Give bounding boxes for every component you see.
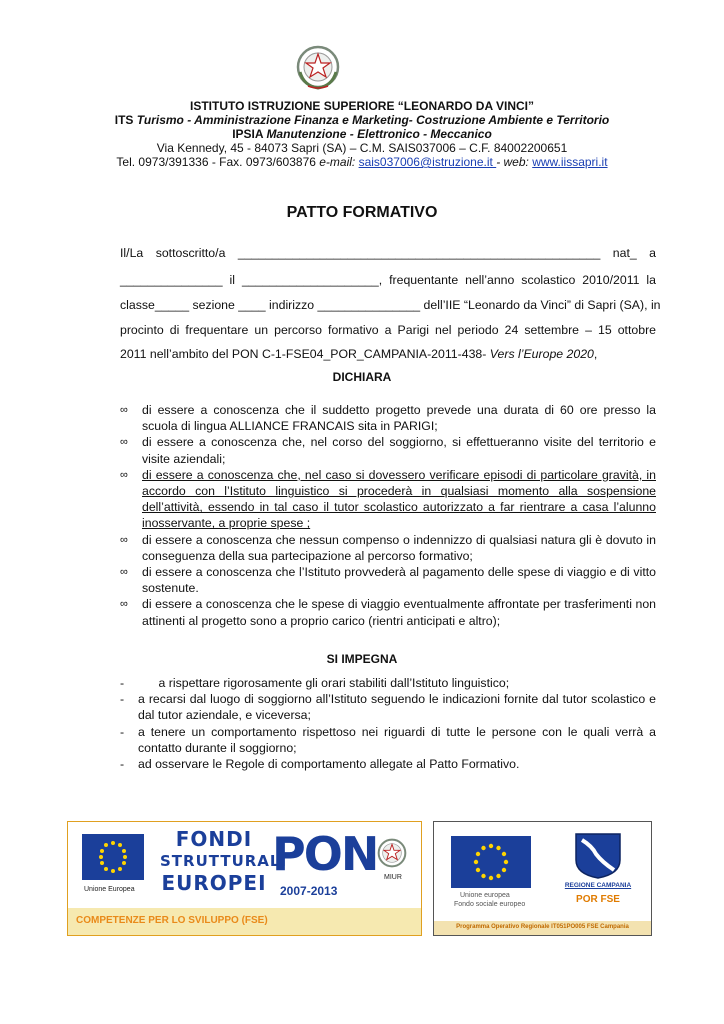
eu-flag-icon	[451, 836, 531, 888]
eu-label: Unione europea	[460, 892, 510, 899]
web-link[interactable]: www.iissapri.it	[532, 155, 608, 169]
document-title: PATTO FORMATIVO	[286, 204, 438, 221]
intro-line: classe_____ sezione ____ indirizzo _______________ dell’IIE “Leonardo da Vinci” di Sapri (SA), in	[120, 298, 661, 312]
its-line: ITS Turismo - Amministrazione Finanza e Marketing- Costruzione Ambiente e Territorio	[114, 113, 610, 127]
intro-line: 2011 nell’ambito del PON C-1-FSE04_POR_CAMPANIA-2011-438- Vers l’Europe 2020,	[120, 347, 598, 361]
email-link[interactable]: sais037006@istruzione.it	[358, 155, 497, 169]
infinity-bullet-icon: ∞	[120, 468, 128, 481]
dichiara-heading: DICHIARA	[332, 370, 392, 384]
list-item: ∞ di essere a conoscenza che l’Istituto provvederà al pagamento delle spese di viaggio e di vitto sostenute.	[120, 565, 656, 596]
dichiara-list	[120, 402, 656, 629]
intro-line: procinto di frequentare un percorso formativo a Parigi nel periodo 24 settembre – 15 ottobre	[120, 323, 656, 337]
dash-bullet: -	[120, 692, 125, 707]
pon-fse-logo	[67, 821, 422, 936]
eu-label: Unione Europea	[84, 886, 135, 893]
miur-label: MIUR	[384, 874, 402, 881]
eu-flag-icon	[82, 834, 144, 880]
dash-bullet: -	[120, 724, 125, 739]
por-fse-text: POR FSE	[576, 894, 620, 905]
pon-text: PON	[272, 827, 378, 881]
ipsia-line: IPSIA Manutenzione - Elettronico - Meccanico	[232, 127, 492, 141]
infinity-bullet-icon: ∞	[120, 598, 128, 611]
programme-banner: Programma Operativo Regionale IT051PO005 FSE Campania	[434, 921, 651, 935]
regione-campania-shield-icon	[572, 832, 624, 880]
infinity-bullet-icon: ∞	[120, 533, 128, 546]
address-line: Via Kennedy, 45 - 84073 Sapri (SA) – C.M. SAIS037006 – C.F. 84002200651	[156, 141, 568, 155]
school-name: ISTITUTO ISTRUZIONE SUPERIORE “LEONARDO DA VINCI”	[189, 99, 535, 113]
intro-line: Il/La sottoscritto/a _____________________________________________________ nat_ a	[120, 246, 656, 260]
list-item: ∞ di essere a conoscenza che nessun compenso o indennizzo di qualsiasi natura gli è dovuto in conseguenza della sua partecipazione al percorso formativo;	[120, 532, 656, 563]
infinity-bullet-icon: ∞	[120, 436, 128, 449]
banner: COMPETENZE PER LO SVILUPPO (FSE)	[68, 908, 421, 935]
region-label: REGIONE CAMPANIA	[564, 882, 632, 889]
infinity-bullet-icon: ∞	[120, 566, 128, 579]
list-item: ∞ di essere a conoscenza che, nel caso si dovessero verificare episodi di particolare gravità, in accordo con l’Istituto linguistico si procederà in qualsiasi momento alla sospensione dell’attività, essendo in tal caso il tutor scolastico autorizzato a far rientrare a casa l’alunno inosservante, a proprie spese ;	[120, 467, 656, 531]
infinity-bullet-icon: ∞	[120, 404, 128, 416]
contact-line: Tel. 0973/391336 - Fax. 0973/603876 e-mail: sais037006@istruzione.it - web: www.iissapri.it	[116, 155, 608, 169]
list-item: - a rispettare rigorosamente gli orari stabiliti dall’Istituto linguistico;	[120, 676, 510, 690]
dash-bullet: -	[120, 676, 125, 690]
fondi-strutturali-text: FONDI STRUTTURALI EUROPEI	[160, 827, 288, 895]
italian-republic-emblem-icon	[294, 42, 342, 92]
list-item: - ad osservare le Regole di comportamento allegate al Patto Formativo.	[120, 757, 520, 772]
por-fse-logo	[433, 821, 652, 936]
fse-label: Fondo sociale europeo	[454, 901, 526, 908]
list-item: - a recarsi dal luogo di soggiorno all’Istituto seguendo le indicazioni fornite dal tutor scolastico e dal tutor aziendale, e viceversa;	[120, 692, 656, 723]
list-item: - a tenere un comportamento rispettoso nei riguardi di tutte le persone con le quali verrà a contatto durante il soggiorno;	[120, 724, 656, 755]
miur-emblem-icon	[376, 836, 408, 870]
impegna-heading: SI IMPEGNA	[326, 652, 398, 666]
intro-line: _______________ il ____________________, frequentante nell’anno scolastico 2010/2011 la	[120, 273, 656, 287]
dash-bullet: -	[120, 757, 125, 772]
list-item: ∞ di essere a conoscenza che, nel corso del soggiorno, si effettueranno visite del territorio e visite aziendali;	[120, 435, 656, 466]
list-item: ∞ di essere a conoscenza che il suddetto progetto prevede una durata di 60 ore presso la scuola di lingua ALLIANCE FRANCAIS sita in PARIGI;	[120, 403, 656, 434]
years-text: 2007-2013	[280, 884, 338, 898]
list-item: ∞ di essere a conoscenza che le spese di viaggio eventualmente affrontate per trasferimenti non attinenti al progetto sono a proprio carico (rientri anticipati e altro);	[120, 597, 656, 628]
impegna-list	[120, 675, 656, 772]
